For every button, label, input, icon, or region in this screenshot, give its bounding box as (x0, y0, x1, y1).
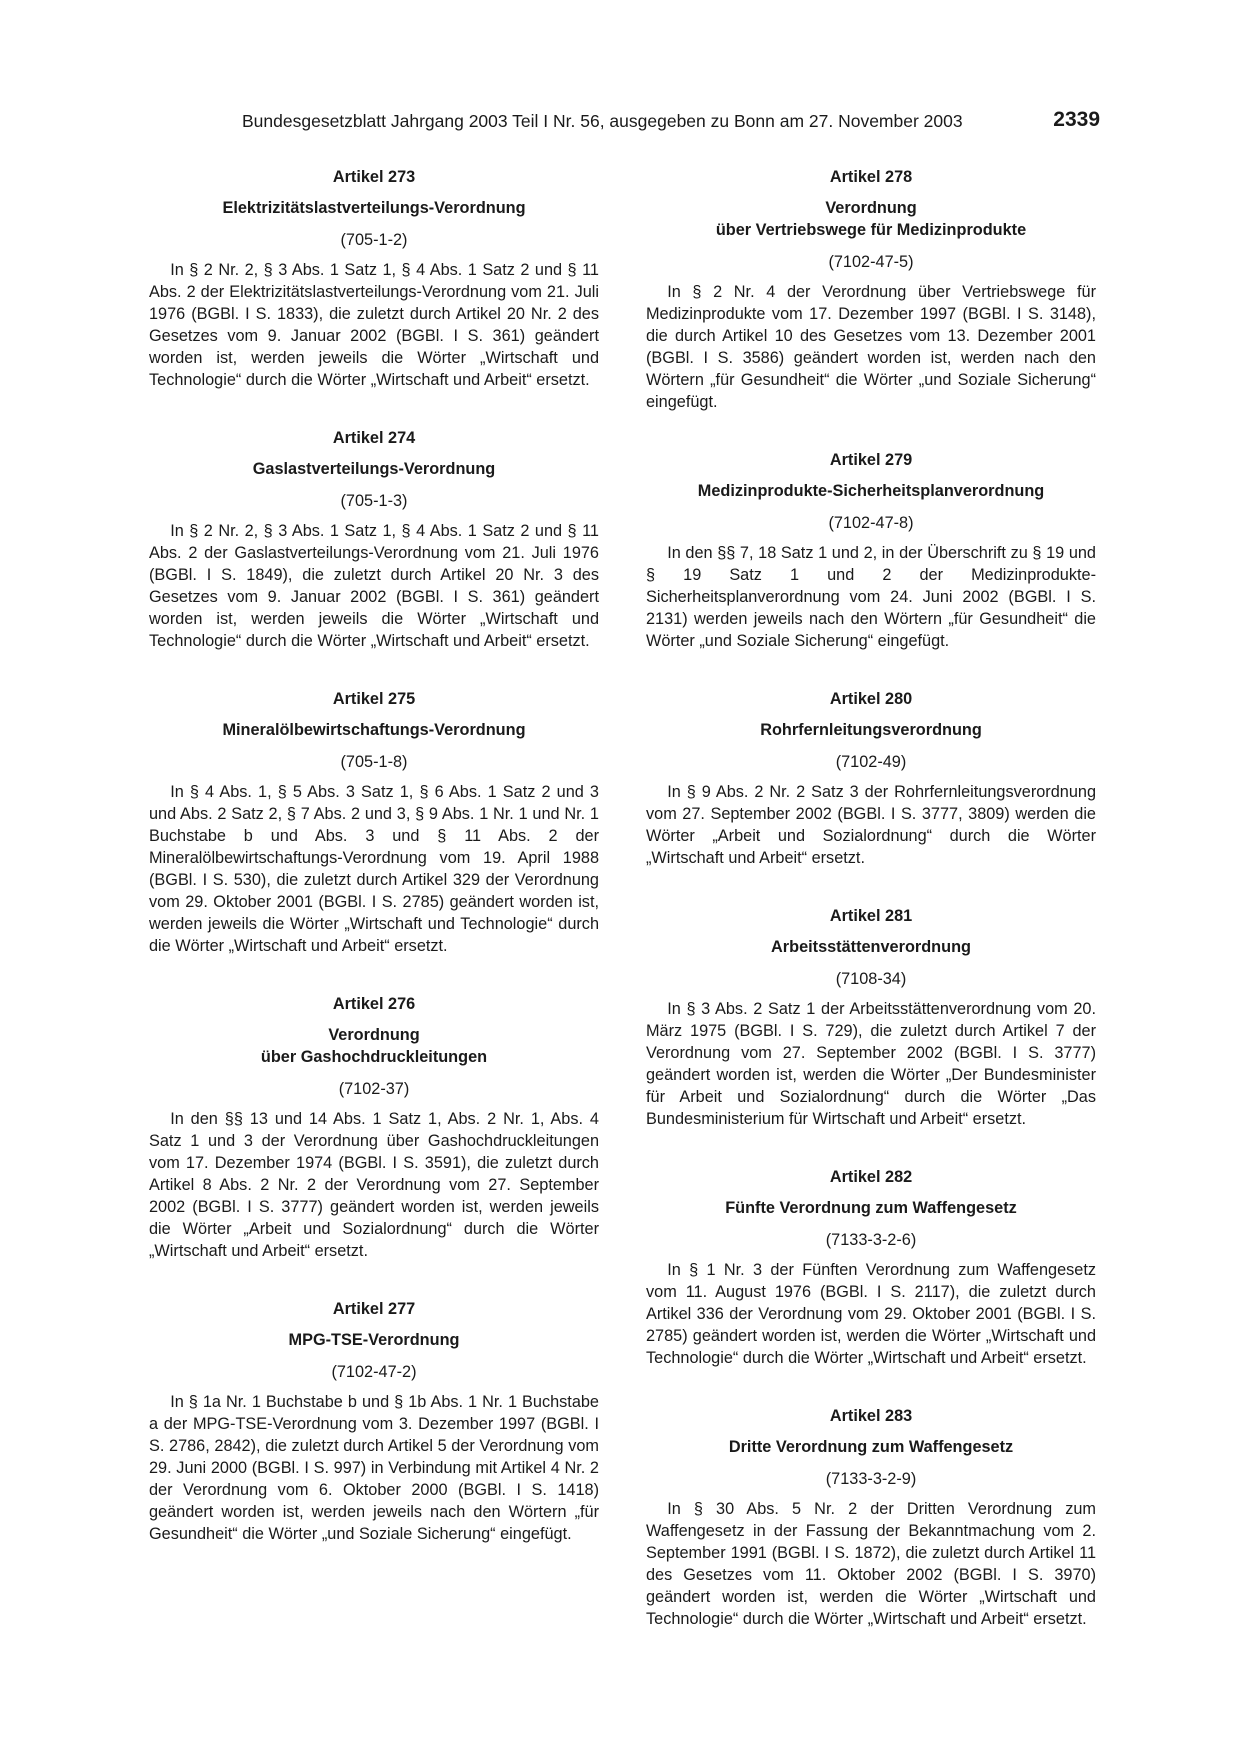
article-title (149, 458, 599, 480)
article-body: In den §§ 7, 18 Satz 1 und 2, in der Überschrift zu § 19 und § 19 Satz 1 und 2 der Medizinprodukte-Sicherheitsplanverordnung vom 24. Juni 2002 (BGBl. I S. 2131) werden jeweils nach den Wörtern „für Gesundheit“ die Wörter „und Soziale Sicherung“ eingefügt. (646, 544, 1096, 650)
article-title (149, 1024, 599, 1068)
running-header: Bundesgesetzblatt Jahrgang 2003 Teil I Nr. 56, ausgegeben zu Bonn am 27. November 2003 (242, 111, 963, 131)
article-title (646, 936, 1096, 958)
article-278 (646, 166, 1096, 413)
article-code: (705-1-8) (340, 753, 408, 771)
article-274 (149, 427, 599, 652)
article-code: (7102-47-2) (331, 1363, 417, 1381)
article-title-line: Gaslastverteilungs-Verordnung (252, 460, 496, 478)
article-276 (149, 993, 599, 1262)
article-number: Artikel 276 (332, 995, 416, 1013)
article-title-line: MPG-TSE-Verordnung (288, 1331, 460, 1349)
article-body: In § 2 Nr. 2, § 3 Abs. 1 Satz 1, § 4 Abs. 1 Satz 2 und § 11 Abs. 2 der Elektrizitätslastverteilungs-Verordnung vom 21. Juli 1976 (BGBl. I S. 1833), die zuletzt durch Artikel 20 Nr. 2 des Gesetzes vom 9. Januar 2002 (BGBl. I S. 361) geändert worden ist, werden jeweils die Wörter „Wirtschaft und Technologie“ durch die Wörter „Wirtschaft und Arbeit“ ersetzt. (149, 261, 599, 389)
article-number: Artikel 274 (332, 429, 416, 447)
article-283 (646, 1405, 1096, 1630)
article-code: (7108-34) (835, 970, 907, 988)
article-279 (646, 449, 1096, 652)
article-title (646, 197, 1096, 241)
article-number: Artikel 278 (829, 168, 913, 186)
article-number: Artikel 273 (332, 168, 416, 186)
article-title (646, 480, 1096, 502)
article-title-line: Dritte Verordnung zum Waffengesetz (728, 1438, 1014, 1456)
article-code: (7102-47-5) (828, 253, 914, 271)
article-280 (646, 688, 1096, 869)
article-body: In § 2 Nr. 2, § 3 Abs. 1 Satz 1, § 4 Abs. 1 Satz 2 und § 11 Abs. 2 der Gaslastverteilungs-Verordnung vom 21. Juli 1976 (BGBl. I S. 1849), die zuletzt durch Artikel 20 Nr. 3 des Gesetzes vom 9. Januar 2002 (BGBl. I S. 361) geändert worden ist, werden jeweils die Wörter „Wirtschaft und Technologie“ durch die Wörter „Wirtschaft und Arbeit“ ersetzt. (149, 522, 599, 650)
article-273 (149, 166, 599, 391)
article-code: (7102-47-8) (828, 514, 914, 532)
article-title-line: Arbeitsstättenverordnung (771, 938, 971, 956)
article-number: Artikel 282 (829, 1168, 913, 1186)
article-title (149, 197, 599, 219)
article-number: Artikel 277 (332, 1300, 416, 1318)
article-title-line: über Gashochdruckleitungen (260, 1048, 488, 1066)
article-title-line: über Vertriebswege für Medizinprodukte (715, 221, 1027, 239)
article-275 (149, 688, 599, 957)
page-number: 2339 (1053, 108, 1100, 131)
right-column (646, 166, 1096, 1666)
article-number: Artikel 281 (829, 907, 913, 925)
article-body: In § 2 Nr. 4 der Verordnung über Vertriebswege für Medizinprodukte vom 17. Dezember 1997 (BGBl. I S. 3148), die durch Artikel 10 des Gesetzes vom 13. Dezember 2001 (BGBl. I S. 3586) geändert worden ist, werden nach den Wörtern „für Gesundheit“ die Wörter „und Soziale Sicherung“ eingefügt. (646, 283, 1096, 411)
article-code: (7102-49) (835, 753, 907, 771)
article-title-line: Verordnung (328, 1026, 420, 1044)
article-title (646, 1197, 1096, 1219)
article-title-line: Rohrfernleitungsverordnung (760, 721, 982, 739)
article-title-line: Verordnung (825, 199, 917, 217)
article-body: In den §§ 13 und 14 Abs. 1 Satz 1, Abs. 2 Nr. 1, Abs. 4 Satz 1 und 3 der Verordnung über Gashochdruckleitungen vom 17. Dezember 1974 (BGBl. I S. 3591), die zuletzt durch Artikel 8 Abs. 2 Nr. 2 der Verordnung vom 27. September 2002 (BGBl. I S. 3777) geändert worden ist, werden jeweils die Wörter „Arbeit und Sozialordnung“ durch die Wörter „Wirtschaft und Arbeit“ ersetzt. (149, 1110, 599, 1260)
article-body: In § 9 Abs. 2 Nr. 2 Satz 3 der Rohrfernleitungsverordnung vom 27. September 2002 (BGBl. I S. 3777, 3809) werden die Wörter „Arbeit und Sozialordnung“ durch die Wörter „Wirtschaft und Arbeit“ ersetzt. (646, 783, 1096, 867)
article-body: In § 1 Nr. 3 der Fünften Verordnung zum Waffengesetz vom 11. August 1976 (BGBl. I S. 2117), die zuletzt durch Artikel 336 der Verordnung vom 29. Oktober 2001 (BGBl. I S. 2785) geändert worden ist, werden die Wörter „Wirtschaft und Technologie“ durch die Wörter „Wirtschaft und Arbeit“ ersetzt. (646, 1261, 1096, 1367)
article-code: (705-1-2) (340, 231, 408, 249)
article-title (149, 1329, 599, 1351)
article-title (646, 719, 1096, 741)
article-body: In § 30 Abs. 5 Nr. 2 der Dritten Verordnung zum Waffengesetz in der Fassung der Bekanntmachung vom 2. September 1991 (BGBl. I S. 1872), die zuletzt durch Artikel 11 des Gesetzes vom 11. Oktober 2002 (BGBl. I S. 3970) geändert worden ist, werden die Wörter „Wirtschaft und Technologie“ durch die Wörter „Wirtschaft und Arbeit“ ersetzt. (646, 1500, 1096, 1628)
article-number: Artikel 279 (829, 451, 913, 469)
article-title-line: Fünfte Verordnung zum Waffengesetz (725, 1199, 1017, 1217)
article-code: (7102-37) (338, 1080, 410, 1098)
article-code: (7133-3-2-9) (825, 1470, 917, 1488)
article-body: In § 4 Abs. 1, § 5 Abs. 3 Satz 1, § 6 Abs. 1 Satz 2 und 3 und Abs. 2 Satz 2, § 7 Abs. 2 und 3, § 9 Abs. 1 Nr. 1 und Nr. 1 Buchstabe b und Abs. 3 und § 11 Abs. 2 der Mineralölbewirtschaftungs-Verordnung vom 19. April 1988 (BGBl. I S. 530), die zuletzt durch Artikel 329 der Verordnung vom 29. Oktober 2001 (BGBl. I S. 2785) geändert worden ist, werden jeweils die Wörter „Wirtschaft und Technologie“ durch die Wörter „Wirtschaft und Arbeit“ ersetzt. (149, 783, 599, 955)
article-title-line: Medizinprodukte-Sicherheitsplanverordnung (697, 482, 1045, 500)
article-277 (149, 1298, 599, 1545)
article-code: (7133-3-2-6) (825, 1231, 917, 1249)
article-body: In § 1a Nr. 1 Buchstabe b und § 1b Abs. 1 Nr. 1 Buchstabe a der MPG-TSE-Verordnung vom 3. Dezember 1997 (BGBl. I S. 2786, 2842), die zuletzt durch Artikel 5 der Verordnung vom 29. Juni 2000 (BGBl. I S. 997) in Verbindung mit Artikel 4 Nr. 2 der Verordnung vom 6. Oktober 2000 (BGBl. I S. 1418) geändert worden ist, werden jeweils nach den Wörtern „für Gesundheit“ die Wörter „und Soziale Sicherung“ eingefügt. (149, 1393, 599, 1543)
left-column (149, 166, 599, 1581)
page-header (242, 110, 1100, 140)
article-title-line: Mineralölbewirtschaftungs-Verordnung (222, 721, 526, 739)
article-code: (705-1-3) (340, 492, 408, 510)
article-title (149, 719, 599, 741)
article-number: Artikel 283 (829, 1407, 913, 1425)
article-title-line: Elektrizitätslastverteilungs-Verordnung (222, 199, 526, 217)
article-281 (646, 905, 1096, 1130)
article-title (646, 1436, 1096, 1458)
article-number: Artikel 280 (829, 690, 913, 708)
article-282 (646, 1166, 1096, 1369)
article-number: Artikel 275 (332, 690, 416, 708)
article-body: In § 3 Abs. 2 Satz 1 der Arbeitsstättenverordnung vom 20. März 1975 (BGBl. I S. 729), die zuletzt durch Artikel 7 der Verordnung vom 27. September 2002 (BGBl. I S. 3777) geändert worden ist, werden die Wörter „Der Bundesminister für Arbeit und Sozialordnung“ durch die Wörter „Das Bundesministerium für Wirtschaft und Arbeit“ ersetzt. (646, 1000, 1096, 1128)
